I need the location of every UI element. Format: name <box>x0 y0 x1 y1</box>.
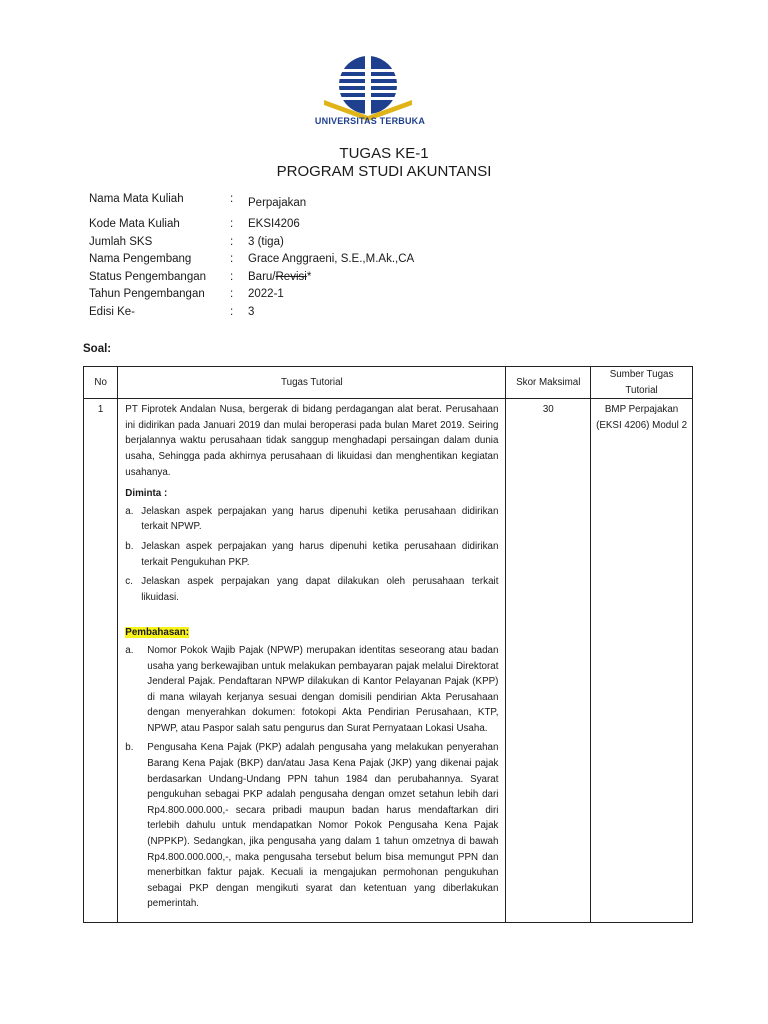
question-marker: a. <box>125 505 134 517</box>
question-text: Jelaskan aspek perpajakan yang dapat dilakukan oleh perusahaan terkait likuidasi. <box>141 576 499 603</box>
header-tugas: Tugas Tutorial <box>118 367 506 399</box>
info-colon: : <box>230 218 234 230</box>
case-text: PT Fiprotek Andalan Nusa, bergerak di bidang perdagangan alat berat. Perusahaan ini didirikan pada Januari 2019 dan mulai beroperasi pada bulan Maret 2019. Seiring berjalannya waktu perusahaan tidak sanggup menghadapi persaingan dalam dunia usaha, Sehingga pada akhirnya perusahaan di likuidasi dan menghentikan kegiatan usahanya. <box>125 404 499 478</box>
answer-marker: a. <box>125 644 134 656</box>
info-colon: : <box>230 193 234 205</box>
answer-marker: b. <box>125 742 134 754</box>
question-item <box>125 539 498 570</box>
table-header-row <box>84 367 693 399</box>
task-title: TUGAS KE-1 <box>339 145 429 162</box>
question-item <box>125 504 498 535</box>
diminta-label: Diminta : <box>125 488 168 500</box>
info-value: Perpajakan <box>248 197 307 209</box>
info-label: Status Pengembangan <box>89 270 207 283</box>
question-marker: c. <box>125 576 133 588</box>
university-name: UNIVERSITAS TERBUKA <box>314 116 426 126</box>
info-label: Jumlah SKS <box>89 235 153 248</box>
info-value: Grace Anggraeni, S.E.,M.Ak.,CA <box>248 253 415 266</box>
program-title: PROGRAM STUDI AKUNTANSI <box>276 163 492 180</box>
task-content <box>118 399 506 923</box>
info-colon: : <box>230 288 234 301</box>
max-score: 30 <box>506 399 591 923</box>
info-label: Tahun Pengembangan <box>89 288 205 301</box>
info-label: Kode Mata Kuliah <box>89 218 180 230</box>
answer-text: Pengusaha Kena Pajak (PKP) adalah pengusaha yang melakukan penyerahan Barang Kena Pajak (BKP) dan/atau Jasa Kena Pajak (JKP) yang dikenai pajak berdasarkan Undang-Undang PPN tahun 1984 dan perubahannya. Syarat pengukuhan sebagai PKP adalah pengusaha dengan omzet setahun lebih dari Rp4.800.000.000,- secara pribadi maupun badan harus mendaftarkan diri terlebih dahulu untuk mendapatkan Nomor Pokok Pengusaha Kena Pajak (NPPKP). Sedangkan, jika pengusaha yang dalam 1 tahun omzetnya di bawah Rp4.800.000.000,-, maka pengusaha tersebut belum bisa memungut PPN dan menerbitkan faktur pajak. Kecuali ia mengajukan permohonan pengukuhan sebagai PKP dengan mengikuti syarat dan ketentuan yang diberlakukan pemerintah. <box>147 742 499 910</box>
question-item <box>125 574 498 605</box>
task-source: BMP Perpajakan (EKSI 4206) Modul 2 <box>591 399 693 923</box>
info-value <box>248 271 311 283</box>
table-row <box>84 399 693 923</box>
question-text: Jelaskan aspek perpajakan yang harus dipenuhi ketika perusahaan didirikan terkait NPWP. <box>141 505 499 533</box>
info-value: 2022-1 <box>248 288 284 301</box>
header-skor: Skor Maksimal <box>506 367 591 399</box>
status-new: Baru/ <box>248 270 276 283</box>
info-colon: : <box>230 253 234 266</box>
status-asterisk: * <box>306 270 312 283</box>
header-sumber: Sumber Tugas Tutorial <box>591 367 693 399</box>
pembahasan-label: Pembahasan: <box>125 627 190 639</box>
answer-text: Nomor Pokok Wajib Pajak (NPWP) merupakan identitas seseorang atau badan usaha yang berkewajiban untuk melakukan pembayaran pajak melalui Direktorat Jenderal Pajak. Pendaftaran NPWP dilakukan di Kantor Pelayanan Pajak (KPP) di mana wilayah kerjanya sesuai dengan domisili pendirian Akta Perusahaan dengan menyerahkan dokumen: fotokopi Akta Pendirian Perusahaan, KTP, NPWP, atau Paspor salah satu pengurus dan Surat Pernyataan Lokasi Usaha. <box>147 644 499 734</box>
question-marker: b. <box>125 540 134 552</box>
task-table <box>83 366 693 923</box>
info-value: 3 (tiga) <box>248 235 284 248</box>
answer-item <box>125 643 498 737</box>
status-revision-struck: Revisi <box>275 270 307 283</box>
info-value: 3 <box>248 305 255 318</box>
info-value: EKSI4206 <box>248 218 300 230</box>
info-colon: : <box>230 235 234 248</box>
header-no: No <box>84 367 118 399</box>
info-label: Nama Mata Kuliah <box>89 193 184 205</box>
info-colon: : <box>230 305 234 318</box>
question-text: Jelaskan aspek perpajakan yang harus dipenuhi ketika perusahaan didirikan terkait Pengukuhan PKP. <box>141 540 499 568</box>
row-number: 1 <box>84 399 118 923</box>
info-colon: : <box>230 270 234 283</box>
soal-label: Soal: <box>83 343 112 355</box>
info-label: Edisi Ke- <box>89 305 136 318</box>
answer-item <box>125 740 498 912</box>
info-label: Nama Pengembang <box>89 253 192 266</box>
